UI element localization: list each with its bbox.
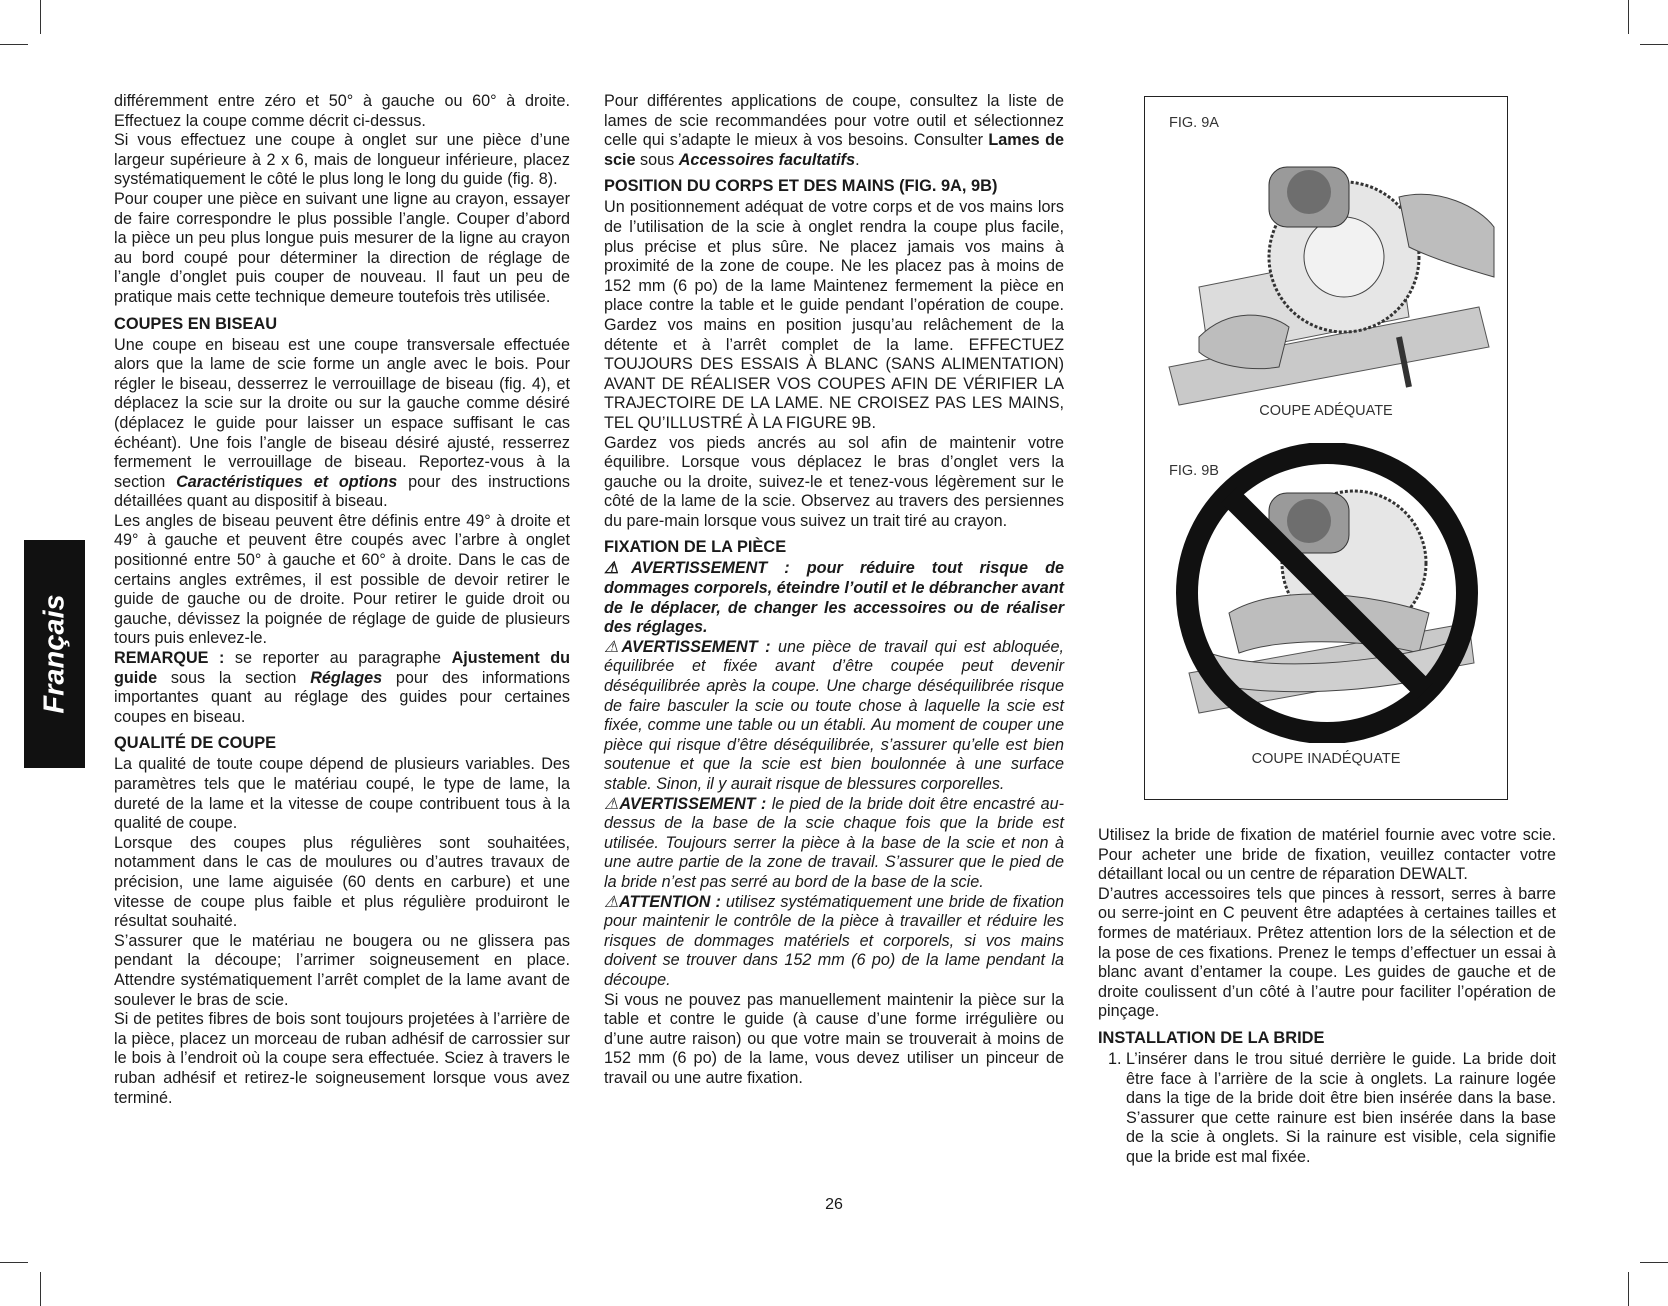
paragraph: La qualité de toute coupe dépend de plusieurs variables. Des paramètres tels que le matériau coupé, le type de lame, la dureté de la lame et la vitesse de coupe contribuent tous à la qualité de coupe. (114, 755, 570, 833)
paragraph: Une coupe en biseau est une coupe transversale effectuée alors que la lame de scie forme un angle avec le bois. Pour régler le biseau, desserrez le verrouillage de biseau (fig. 4), et déplacez la scie sur la droite ou sur la gauche comme désiré (déplacez le guide pour laisser un espace suffisant le cas échéant). Une fois l’angle de biseau désiré ajusté, resserrez fermement le verrouillage de biseau. Reportez-vous à la section Caractéristiques et options pour des instructions détaillées quant au dispositif à biseau. (114, 335, 570, 511)
section-heading-coupes-en-biseau: COUPES EN BISEAU (114, 314, 278, 333)
warning-1: ⚠AVERTISSEMENT : pour réduire tout risque de dommages corporels, éteindre l’outil et le débrancher avant de le déplacer, de changer les accessoires ou de réaliser des réglages. (604, 559, 1065, 637)
column-3 (1098, 826, 1556, 1168)
paragraph: Gardez vos pieds ancrés au sol afin de maintenir votre équilibre. Lorsque vous déplacez le bras d’onglet vers la gauche ou la droite, suivez-le et tenez-vous légèrement sur le côté de la lame de la scie. Observez au travers des persiennes du pare-main lorsque vous suivez un trait tiré au crayon. (604, 433, 1064, 530)
crop-mark (1628, 1272, 1629, 1306)
list-item: 1. L’insérer dans le trou situé derrière le guide. La bride doit être face à l’arrière de la scie à onglets. La rainure logée dans la tige de la bride doit être bien insérée dans la base. S’assurer que cette rainure est bien insérée dans la base de la scie à onglets. Si la rainure est visible, cela signifie que la bride est mal fixée. (1126, 1050, 1556, 1168)
reference-caracteristiques: Caractéristiques et options (176, 472, 398, 491)
fig-9a-caption: COUPE ADÉQUATE (1259, 403, 1393, 419)
language-side-tab (24, 540, 85, 768)
crop-mark (40, 0, 41, 34)
paragraph: S’assurer que le matériau ne bougera ou ne glissera pas pendant la découpe; l’arrimer soigneusement en place. Attendre systématiquement l’arrêt complet de la lame avant de soulever le bras de scie. (114, 931, 570, 1009)
crop-mark (1628, 0, 1629, 34)
fig-9a-label: FIG. 9A (1169, 115, 1219, 131)
crop-mark (1640, 44, 1668, 45)
paragraph: Lorsque des coupes plus régulières sont souhaitées, notamment dans le cas de moulures ou d’autres travaux de précision, une lame aiguisée (60 dents en carbure) et une vitesse de coupe plus faible et plus régulière produiront le résultat souhaité. (114, 833, 570, 931)
caution-note: ⚠ATTENTION : utilisez systématiquement une bride de fixation pour maintenir le contrôle de la pièce à travailler et réduire les risques de dommages matériels et corporels, si vos mains doivent se trouver dans 152 mm (6 po) de la lame pendant la découpe. (604, 892, 1065, 989)
paragraph: Si vous ne pouvez pas manuellement maintenir la pièce sur la table et contre le guide (à cause d’une forme irrégulière ou d’une autre raison) ou que votre main se trouverait à moins de 152 mm (6 po) de la lame, vous devez utiliser un pinceur de travail ou une autre fixation. (604, 990, 1064, 1087)
warning-2: ⚠AVERTISSEMENT : une pièce de travail qui est abloquée, équilibrée et fixée avant d’être coupée peut devenir déséquilibrée après la coupe. Une charge déséquilibrée risque de faire basculer la scie ou toute chose à laquelle la scie est fixée, comme une table ou un établi. Au moment de couper une pièce qui risque d’être déséquilibrée, s’assurer qu’elle est bien soutenue et que la scie est bien boulonnée à une surface stable. Sinon, il y aurait risque de blessures corporelles. (604, 637, 1065, 793)
column-2 (604, 92, 1064, 1089)
paragraph: Pour différentes applications de coupe, consultez la liste de lames de scie recommandées pour votre outil et sélectionnez celle qui s’adapte le mieux à vos besoins. Consulter Lames de scie sous Accessoires facultatifs. (604, 92, 1064, 169)
remarque-label: REMARQUE : (114, 649, 225, 668)
crop-mark (0, 1262, 28, 1263)
figure-9-box (1144, 96, 1508, 800)
warning-3: ⚠AVERTISSEMENT : le pied de la bride doit être encastré au-dessus de la base de la scie chaque fois que la bride est utilisée. Toujours serrer la pièce à la base de la scie et non à une autre partie de la zone de travail. S’assurer que le pied de la bride n’est pas serré au bord de la base de la scie. (604, 794, 1065, 891)
column-1 (114, 92, 570, 1108)
paragraph: Pour couper une pièce en suivant une ligne au crayon, essayer de faire correspondre le plus possible l’angle. Couper d’abord la pièce un peu plus longue puis mesurer de la ligne au crayon au bord coupé pour déterminer la direction de réglage de l’angle d’onglet puis couper de nouveau. Il faut un peu de pratique mais cette technique demeure toutefois très utilisée. (114, 189, 570, 306)
section-heading-position: POSITION DU CORPS ET DES MAINS (FIG. 9A, 9B) (604, 177, 998, 196)
warning-icon: ⚠ (604, 559, 632, 578)
fig-9b-label: FIG. 9B (1169, 463, 1219, 479)
warning-icon: ⚠ (604, 794, 620, 813)
paragraph: D’autres accessoires tels que pinces à ressort, serres à barre ou serre-joint en C peuvent être adaptées à certaines tailles et formes de matériaux. Prêtez attention lors de la sélection et de la pose de ces fixations. Prenez le temps d’effectuer un essai à blanc avant d’entamer la coupe. Les guides de gauche et de droite coulissent d’un côté à l’autre pour faciliter l’opération de pinçage. (1098, 884, 1556, 1021)
crop-mark (0, 44, 28, 45)
remarque-note: REMARQUE : se reporter au paragraphe Ajustement du guide sous la section Réglages pour des informations importantes quant au réglage des guides pour certaines coupes en biseau. (114, 649, 571, 726)
fig-9b-caption: COUPE INADÉQUATE (1251, 751, 1401, 767)
side-tab-label: Français (38, 594, 70, 714)
paragraph: différemment entre zéro et 50° à gauche ou 60° à droite. Effectuez la coupe comme décrit ci-dessus. (114, 92, 570, 130)
page-number: 26 (825, 1196, 843, 1213)
fig-9b-illustration (1169, 443, 1485, 743)
installation-steps (1098, 1050, 1556, 1168)
crop-mark (40, 1272, 41, 1306)
paragraph: Les angles de biseau peuvent être définis entre 49° à droite et 49° à gauche et peuvent être coupés avec l’arbre à onglet positionné entre 50° à gauche et 60° à droite. Dans le cas de certains angles extrêmes, il est possible de devoir retirer le guide de gauche ou de droite. Pour retirer le guide droit ou gauche, dévissez la poignée de réglage de guide de plusieurs tours puis enlevez-le. (114, 511, 570, 648)
section-heading-fixation: FIXATION DE LA PIÈCE (604, 538, 787, 557)
paragraph: Un positionnement adéquat de votre corps et de vos mains lors de l’utilisation de la scie à onglet rendra la coupe plus facile, plus précise et plus sûre. Ne placez jamais vos mains à proximité de la zone de coupe. Ne les placez pas à moins de 152 mm (6 po) de la lame Maintenez fermement la pièce en place contre la table et le guide pendant l’opération de coupe. Gardez vos mains en position jusqu’au relâchement de la détente et à l’arrêt complet de la lame. EFFECTUEZ TOUJOURS DES ESSAIS À BLANC (SANS ALIMENTATION) AVANT DE RÉALISER VOS COUPES AFIN DE VÉRIFIER LA TRAJECTOIRE DE LA LAME. NE CROISEZ PAS LES MAINS, TEL QU’ILLUSTRÉ À LA FIGURE 9B. (604, 198, 1064, 432)
paragraph: Utilisez la bride de fixation de matériel fournie avec votre scie. Pour acheter une bride de fixation, veuillez contacter votre détaillant local ou un centre de réparation DEWALT. (1098, 826, 1556, 884)
crop-mark (1640, 1262, 1668, 1263)
warning-icon: ⚠ (604, 892, 620, 911)
section-heading-qualite-de-coupe: QUALITÉ DE COUPE (114, 734, 277, 753)
paragraph: Si vous effectuez une coupe à onglet sur une pièce d’une largeur supérieure à 2 x 6, mais de longueur inférieure, placez systématiquement le côté le plus long le long du guide (fig. 8). (114, 131, 570, 189)
fig-9a-illustration (1159, 137, 1495, 407)
paragraph: Si de petites fibres de bois sont toujours projetées à l’arrière de la pièce, placez un morceau de ruban adhésif de carrossier sur le bois à l’endroit où la coupe sera effectuée. Sciez à travers le ruban adhésif et retirez-le soigneusement lorsque vous avez terminé. (114, 1010, 570, 1107)
warning-icon: ⚠ (604, 637, 622, 656)
section-heading-installation: INSTALLATION DE LA BRIDE (1098, 1028, 1325, 1047)
